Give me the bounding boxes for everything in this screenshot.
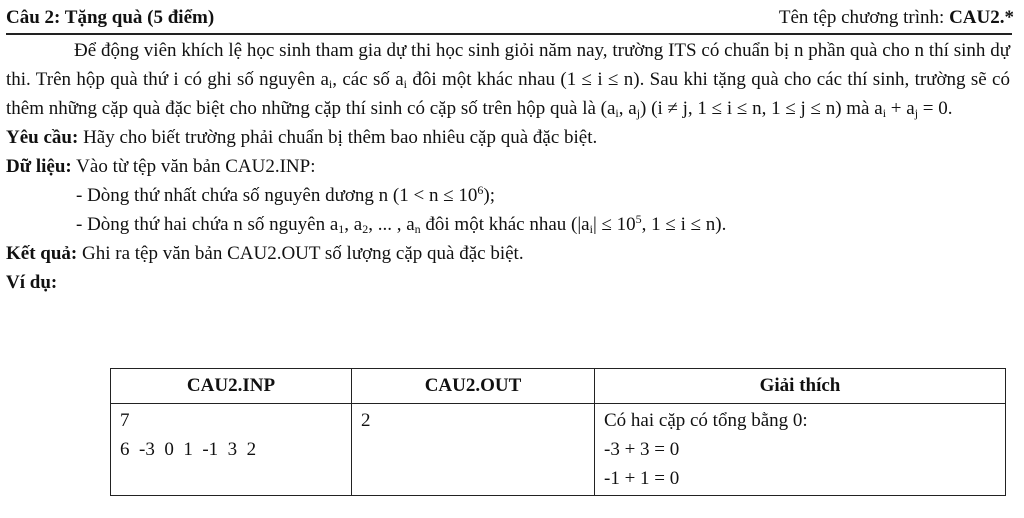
table-header-row [111,369,1006,404]
program-file-name: Tên tệp chương trình: CAU2.* [778,7,1014,28]
inp-cell: 7 6 -3 0 1 -1 3 2 [111,404,352,496]
header-divider [6,33,1012,35]
input-detail-line-2: - Dòng thứ hai chứa n số nguyên $a_1$, $a_2$, ... , $a_n$ đôi một khác nhau ($|a_i| \le 10^5$, 1 ≤ i ≤ n). [76,212,727,236]
input-detail-line-1: - Dòng thứ nhất chứa số nguyên dương n $(1 < n \le 10^6)$; [76,183,496,206]
input-line: Dữ liệu: Vào từ tệp văn bản CAU2.INP: [6,156,316,177]
problem-title: Câu 2: Tặng quà (5 điểm) [6,7,215,28]
example-label: Ví dụ: [6,272,58,293]
problem-header [6,4,1014,32]
problem-body [6,36,1010,297]
explanation-cell: Có hai cặp có tổng bằng 0: -3 + 3 = 0 -1 + 1 = 0 [595,404,1006,496]
col-header-out: CAU2.OUT [352,369,595,404]
requirement-line: Yêu cầu: Hãy cho biết trường phải chuẩn bị thêm bao nhiêu cặp quà đặc biệt. [6,127,598,148]
col-header-inp: CAU2.INP [111,369,352,404]
table-row [111,404,1006,496]
out-cell: 2 [352,404,595,496]
problem-statement: Để động viên khích lệ học sinh tham gia dự thi học sinh giỏi năm nay, trường ITS có chuẩn bị n phần quà cho n thí sinh dự thi. Trên hộp quà thứ i có ghi số nguyên $a_i$, các số $a_i$ đôi một khác nhau (1 ≤ i ≤ n). Sau khi tặng quà cho các thí sinh, trường sẽ có thêm những cặp quà đặc biệt cho những cặp thí sinh có cặp số trên hộp quà là ($a_i$, $a_j$) (i ≠ j, 1 ≤ i ≤ n, 1 ≤ j ≤ n) mà $a_i + a_j = 0$. [6,40,1010,120]
output-line: Kết quả: Ghi ra tệp văn bản CAU2.OUT số lượng cặp quà đặc biệt. [6,243,524,264]
col-header-explanation: Giải thích [595,369,1006,404]
example-table [110,368,1006,496]
